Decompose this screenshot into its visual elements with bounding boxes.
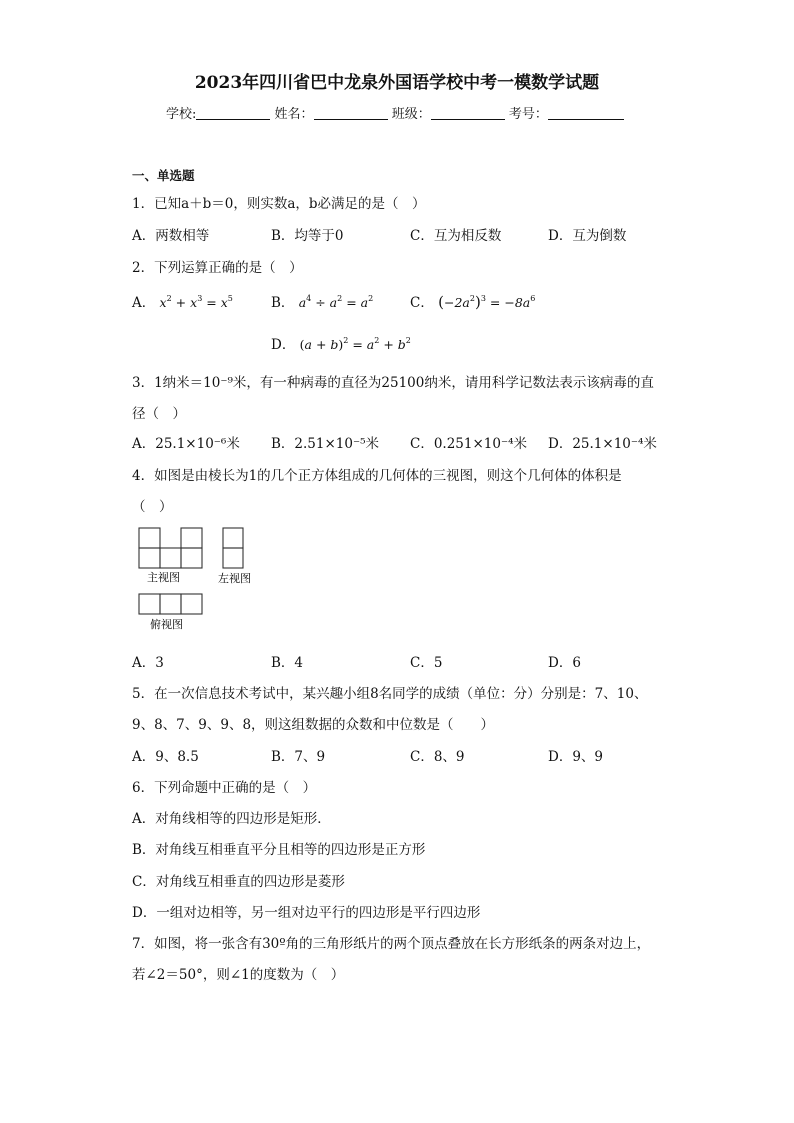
left-view-label: 左视图 [218,572,251,585]
q3-option-d: D．25.1×10⁻⁴米 [548,436,657,452]
left-view-grid [223,528,243,568]
name-label: 姓名： [274,107,314,122]
three-view-figure [136,525,266,635]
q5-option-d: D．9、9 [548,749,604,765]
q6-option-b: B．对角线互相垂直平分且相等的四边形是正方形 [132,842,426,858]
question-5-stem-line2: 9、8、7、9、9、8，则这组数据的众数和中位数是（ ） [132,717,495,733]
question-1-stem: 1．已知a＋b＝0，则实数a，b必满足的是（ ） [132,196,426,212]
q5-option-c: C．8、9 [410,749,465,765]
q5-option-b: B．7、9 [271,749,326,765]
q4-option-b: B．4 [271,655,304,671]
q6-option-d: D．一组对边相等，另一组对边平行的四边形是平行四边形 [132,905,481,921]
q3-option-a: A．25.1×10⁻⁶米 [132,436,240,452]
question-7-stem-line1: 7．如图，将一张含有30º角的三角形纸片的两个顶点叠放在长方形纸条的两条对边上， [132,936,651,952]
q6-option-a: A．对角线相等的四边形是矩形． [132,811,331,827]
q2-option-a-label: A． [132,295,156,311]
q1-option-a: A．两数相等 [132,228,210,244]
school-field[interactable] [196,106,270,120]
q2-option-b-formula: $a^4 \div a^2 = a^2$ [298,294,374,310]
top-view-label: 俯视图 [150,618,183,631]
front-view-label: 主视图 [147,571,180,584]
q1-option-c: C．互为相反数 [410,228,502,244]
question-3-stem-line1: 3．1纳米＝10⁻⁹米，有一种病毒的直径为25100纳米，请用科学记数法表示该病毒的直 [132,375,654,391]
question-5-stem-line1: 5．在一次信息技术考试中，某兴趣小组8名同学的成绩（单位：分）分别是：7、10、 [132,686,648,702]
q2-option-c [410,291,535,311]
exam-number-field[interactable] [548,106,624,120]
class-label: 班级： [391,107,431,122]
section-heading: 一、单选题 [132,168,195,183]
q3-option-c: C．0.251×10⁻⁴米 [410,436,528,452]
question-3-stem-line2: 径（ ） [132,406,186,422]
student-info-line [166,103,624,122]
question-7-stem-line2: 若∠2＝50°，则∠1的度数为（ ） [132,967,345,983]
page-title: 2023年四川省巴中龙泉外国语学校中考一模数学试题 [194,73,600,93]
front-view-grid [139,528,202,568]
q2-option-d-label: D． [271,337,296,353]
q2-option-a [132,291,233,311]
name-field[interactable] [314,106,388,120]
class-field[interactable] [431,106,505,120]
q2-option-c-formula: $(-2a^2)^3 = -8a^6$ [438,293,536,311]
q4-option-d: D．6 [548,655,581,671]
q3-option-b: B．2.51×10⁻⁵米 [271,436,380,452]
q5-option-a: A．9、8.5 [132,749,199,765]
question-4-stem-line1: 4．如图是由棱长为1的几个正方体组成的几何体的三视图，则这个几何体的体积是 [132,468,622,484]
q2-option-c-label: C． [410,295,434,311]
exam-number-label: 考号： [508,107,548,122]
q2-option-b-label: B． [271,295,295,311]
question-6-stem: 6．下列命题中正确的是（ ） [132,780,317,796]
question-4-stem-line2: （ ） [132,499,173,515]
q6-option-c: C．对角线互相垂直的四边形是菱形 [132,874,345,890]
q4-option-a: A．3 [132,655,164,671]
school-label: 学校: [166,107,197,122]
question-2-stem: 2．下列运算正确的是（ ） [132,260,303,276]
q2-option-a-formula: $x^2 + x^3 = x^5$ [159,294,233,310]
q4-option-c: C．5 [410,655,443,671]
q2-option-b [271,291,373,311]
top-view-grid [139,594,202,614]
q2-option-d [271,333,411,353]
q1-option-b: B．均等于0 [271,228,344,244]
q1-option-d: D．互为倒数 [548,228,627,244]
q2-option-d-formula: $(a + b)^2 = a^2 + b^2$ [299,336,411,352]
